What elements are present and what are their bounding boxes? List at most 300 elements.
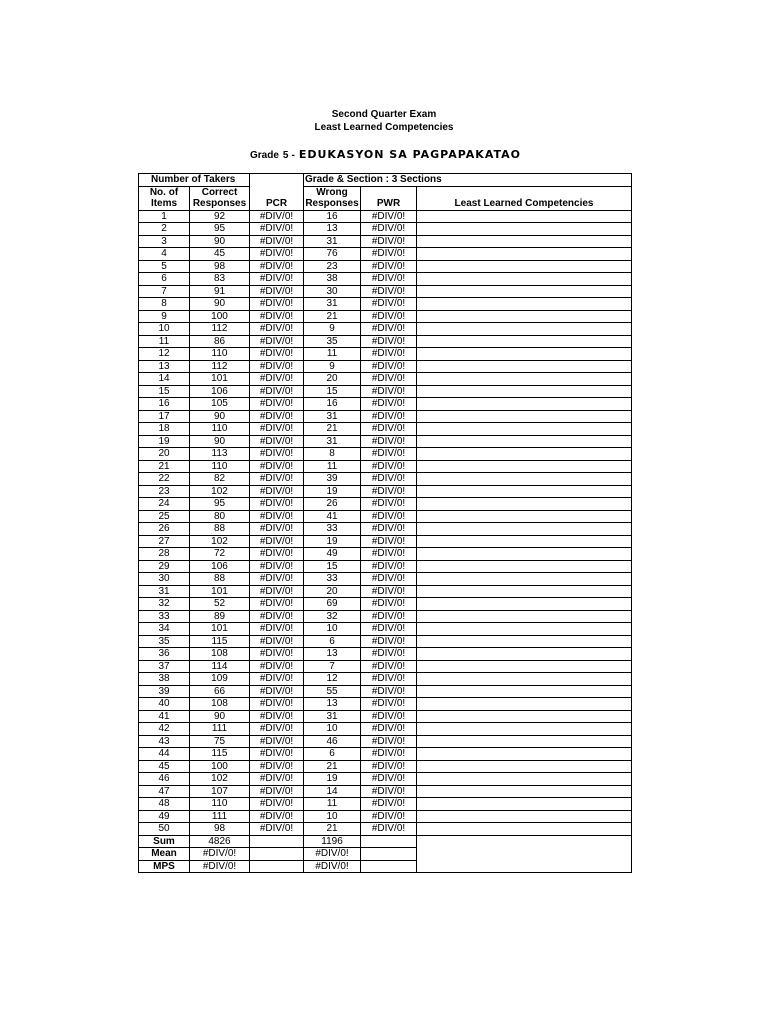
competency-cell: [417, 523, 632, 536]
table-row: [139, 473, 632, 486]
competency-table: [138, 173, 632, 873]
summary-label-cell: Mean: [139, 848, 190, 861]
wrong-responses-cell: 69: [304, 598, 361, 611]
wrong-responses-cell: 21: [304, 310, 361, 323]
pcr-cell: #DIV/0!: [250, 248, 304, 261]
col-correct-header-line1: Correct: [190, 186, 250, 198]
wrong-responses-cell: 12: [304, 673, 361, 686]
pwr-cell: #DIV/0!: [361, 223, 417, 236]
pcr-cell: #DIV/0!: [250, 460, 304, 473]
competency-cell: [417, 810, 632, 823]
table-row: [139, 460, 632, 473]
summary-pwr-cell: [361, 860, 417, 873]
pwr-cell: #DIV/0!: [361, 735, 417, 748]
correct-responses-cell: 102: [190, 535, 250, 548]
pwr-cell: #DIV/0!: [361, 748, 417, 761]
correct-responses-cell: 106: [190, 560, 250, 573]
table-row: [139, 498, 632, 511]
item-cell: 25: [139, 510, 190, 523]
competency-cell: [417, 248, 632, 261]
pcr-cell: #DIV/0!: [250, 560, 304, 573]
competency-cell: [417, 498, 632, 511]
pcr-cell: #DIV/0!: [250, 735, 304, 748]
correct-responses-cell: 89: [190, 610, 250, 623]
competency-cell: [417, 223, 632, 236]
table-row: [139, 660, 632, 673]
pcr-cell: #DIV/0!: [250, 410, 304, 423]
pwr-cell: #DIV/0!: [361, 548, 417, 561]
wrong-responses-cell: 46: [304, 735, 361, 748]
item-cell: 16: [139, 398, 190, 411]
competency-cell: [417, 673, 632, 686]
pcr-cell: #DIV/0!: [250, 423, 304, 436]
wrong-responses-cell: 21: [304, 760, 361, 773]
item-cell: 12: [139, 348, 190, 361]
item-cell: 40: [139, 698, 190, 711]
wrong-responses-cell: 20: [304, 585, 361, 598]
pwr-cell: #DIV/0!: [361, 573, 417, 586]
competency-cell: [417, 660, 632, 673]
col-correct-header-line2: Responses: [190, 198, 250, 210]
correct-responses-cell: 106: [190, 385, 250, 398]
col-wrong-header-line1: Wrong: [304, 186, 361, 198]
competency-cell: [417, 398, 632, 411]
pcr-cell: #DIV/0!: [250, 385, 304, 398]
competency-cell: [417, 260, 632, 273]
pwr-cell: #DIV/0!: [361, 360, 417, 373]
item-cell: 23: [139, 485, 190, 498]
competency-cell: [417, 623, 632, 636]
wrong-responses-cell: 13: [304, 223, 361, 236]
summary-row: [139, 835, 632, 848]
pcr-cell: #DIV/0!: [250, 585, 304, 598]
item-cell: 7: [139, 285, 190, 298]
pcr-cell: #DIV/0!: [250, 485, 304, 498]
competency-cell: [417, 785, 632, 798]
summary-pcr-cell: [250, 835, 304, 848]
wrong-responses-cell: 32: [304, 610, 361, 623]
competency-cell: [417, 510, 632, 523]
table-row: [139, 298, 632, 311]
competency-cell: [417, 648, 632, 661]
pwr-cell: #DIV/0!: [361, 623, 417, 636]
pcr-cell: #DIV/0!: [250, 373, 304, 386]
table-row: [139, 573, 632, 586]
correct-responses-cell: 52: [190, 598, 250, 611]
pcr-cell: #DIV/0!: [250, 685, 304, 698]
item-cell: 41: [139, 710, 190, 723]
pcr-cell: #DIV/0!: [250, 223, 304, 236]
item-cell: 48: [139, 798, 190, 811]
wrong-responses-cell: 9: [304, 360, 361, 373]
competency-cell: [417, 423, 632, 436]
pwr-cell: #DIV/0!: [361, 635, 417, 648]
wrong-responses-cell: 41: [304, 510, 361, 523]
competency-cell: [417, 373, 632, 386]
table-row: [139, 823, 632, 836]
competency-cell: [417, 235, 632, 248]
correct-responses-cell: 110: [190, 423, 250, 436]
item-cell: 21: [139, 460, 190, 473]
correct-responses-cell: 112: [190, 323, 250, 336]
item-cell: 45: [139, 760, 190, 773]
wrong-responses-cell: 16: [304, 398, 361, 411]
pcr-cell: #DIV/0!: [250, 548, 304, 561]
correct-responses-cell: 45: [190, 248, 250, 261]
grade-dash: -: [291, 150, 295, 161]
correct-responses-cell: 115: [190, 635, 250, 648]
competency-cell: [417, 473, 632, 486]
correct-responses-cell: 95: [190, 223, 250, 236]
pwr-cell: #DIV/0!: [361, 648, 417, 661]
pwr-cell: #DIV/0!: [361, 273, 417, 286]
item-cell: 10: [139, 323, 190, 336]
table-row: [139, 810, 632, 823]
item-cell: 46: [139, 773, 190, 786]
competency-cell: [417, 348, 632, 361]
correct-responses-cell: 90: [190, 410, 250, 423]
wrong-responses-cell: 16: [304, 210, 361, 223]
item-cell: 43: [139, 735, 190, 748]
table-row: [139, 735, 632, 748]
correct-responses-cell: 110: [190, 348, 250, 361]
pwr-cell: #DIV/0!: [361, 435, 417, 448]
pwr-cell: #DIV/0!: [361, 698, 417, 711]
table-row: [139, 698, 632, 711]
item-cell: 20: [139, 448, 190, 461]
wrong-responses-cell: 11: [304, 798, 361, 811]
competency-cell: [417, 548, 632, 561]
pcr-cell: #DIV/0!: [250, 285, 304, 298]
item-cell: 30: [139, 573, 190, 586]
pcr-cell: #DIV/0!: [250, 573, 304, 586]
pwr-cell: #DIV/0!: [361, 810, 417, 823]
pcr-cell: #DIV/0!: [250, 273, 304, 286]
pwr-cell: #DIV/0!: [361, 398, 417, 411]
item-cell: 34: [139, 623, 190, 636]
competency-cell: [417, 598, 632, 611]
summary-label-cell: Sum: [139, 835, 190, 848]
summary-correct-cell: #DIV/0!: [190, 848, 250, 861]
correct-responses-cell: 101: [190, 585, 250, 598]
item-cell: 27: [139, 535, 190, 548]
pcr-cell: #DIV/0!: [250, 473, 304, 486]
pwr-cell: #DIV/0!: [361, 423, 417, 436]
item-cell: 49: [139, 810, 190, 823]
correct-responses-cell: 111: [190, 810, 250, 823]
document-subtitle: Least Learned Competencies: [314, 122, 454, 133]
item-cell: 42: [139, 723, 190, 736]
table-row: [139, 335, 632, 348]
wrong-responses-cell: 20: [304, 373, 361, 386]
pwr-cell: #DIV/0!: [361, 823, 417, 836]
summary-pwr-cell: [361, 835, 417, 848]
competency-cell: [417, 210, 632, 223]
competency-cell: [417, 460, 632, 473]
competency-cell: [417, 410, 632, 423]
wrong-responses-cell: 31: [304, 435, 361, 448]
wrong-responses-cell: 33: [304, 523, 361, 536]
pwr-cell: #DIV/0!: [361, 285, 417, 298]
wrong-responses-cell: 13: [304, 698, 361, 711]
pcr-cell: #DIV/0!: [250, 235, 304, 248]
pcr-cell: #DIV/0!: [250, 823, 304, 836]
table-row: [139, 285, 632, 298]
summary-blank-area: [417, 835, 632, 873]
wrong-responses-cell: 19: [304, 485, 361, 498]
wrong-responses-cell: 19: [304, 535, 361, 548]
correct-responses-cell: 98: [190, 823, 250, 836]
item-cell: 32: [139, 598, 190, 611]
correct-responses-cell: 114: [190, 660, 250, 673]
competency-cell: [417, 798, 632, 811]
competency-cell: [417, 323, 632, 336]
competency-cell: [417, 698, 632, 711]
item-cell: 24: [139, 498, 190, 511]
grade-subject-line: [250, 146, 521, 164]
table-row: [139, 548, 632, 561]
pcr-cell: #DIV/0!: [250, 623, 304, 636]
pcr-cell: #DIV/0!: [250, 785, 304, 798]
competency-cell: [417, 723, 632, 736]
wrong-responses-cell: 6: [304, 635, 361, 648]
correct-responses-cell: 100: [190, 310, 250, 323]
number-of-takers-label: Number of Takers: [139, 174, 250, 187]
summary-label-cell: MPS: [139, 860, 190, 873]
correct-responses-cell: 72: [190, 548, 250, 561]
competency-cell: [417, 760, 632, 773]
competency-cell: [417, 735, 632, 748]
wrong-responses-cell: 10: [304, 810, 361, 823]
col-competencies-header: Least Learned Competencies: [417, 198, 632, 210]
competency-cell: [417, 635, 632, 648]
subject-name: EDUKASYON SA PAGPAPAKATAO: [298, 148, 521, 161]
wrong-responses-cell: 11: [304, 460, 361, 473]
wrong-responses-cell: 21: [304, 823, 361, 836]
wrong-responses-cell: 7: [304, 660, 361, 673]
pcr-cell: #DIV/0!: [250, 260, 304, 273]
item-cell: 39: [139, 685, 190, 698]
correct-responses-cell: 91: [190, 285, 250, 298]
correct-responses-cell: 107: [190, 785, 250, 798]
header-row-top: [139, 174, 632, 187]
item-cell: 11: [139, 335, 190, 348]
summary-pcr-cell: [250, 860, 304, 873]
item-cell: 37: [139, 660, 190, 673]
table-row: [139, 748, 632, 761]
correct-responses-cell: 66: [190, 685, 250, 698]
table-row: [139, 323, 632, 336]
pcr-cell: #DIV/0!: [250, 648, 304, 661]
table-row: [139, 610, 632, 623]
wrong-responses-cell: 31: [304, 710, 361, 723]
pcr-cell: #DIV/0!: [250, 598, 304, 611]
wrong-responses-cell: 23: [304, 260, 361, 273]
table-row: [139, 760, 632, 773]
pwr-cell: #DIV/0!: [361, 673, 417, 686]
table-row: [139, 373, 632, 386]
pwr-cell: #DIV/0!: [361, 710, 417, 723]
table-row: [139, 623, 632, 636]
wrong-responses-cell: 9: [304, 323, 361, 336]
pcr-cell: #DIV/0!: [250, 523, 304, 536]
table-row: [139, 635, 632, 648]
competency-cell: [417, 310, 632, 323]
table-row: [139, 398, 632, 411]
correct-responses-cell: 90: [190, 235, 250, 248]
table-row: [139, 585, 632, 598]
competency-cell: [417, 335, 632, 348]
wrong-responses-cell: 15: [304, 385, 361, 398]
correct-responses-cell: 75: [190, 735, 250, 748]
pwr-cell: #DIV/0!: [361, 473, 417, 486]
pwr-cell: #DIV/0!: [361, 410, 417, 423]
wrong-responses-cell: 8: [304, 448, 361, 461]
table-row: [139, 535, 632, 548]
pcr-cell: #DIV/0!: [250, 535, 304, 548]
pcr-cell: #DIV/0!: [250, 448, 304, 461]
table-row: [139, 560, 632, 573]
pwr-cell: #DIV/0!: [361, 310, 417, 323]
col-pcr-header: PCR: [250, 198, 304, 210]
table-row: [139, 510, 632, 523]
table-row: [139, 448, 632, 461]
item-cell: 28: [139, 548, 190, 561]
table-row: [139, 723, 632, 736]
pcr-cell: #DIV/0!: [250, 635, 304, 648]
pwr-cell: #DIV/0!: [361, 348, 417, 361]
table-row: [139, 673, 632, 686]
pwr-cell: #DIV/0!: [361, 460, 417, 473]
pwr-cell: #DIV/0!: [361, 560, 417, 573]
wrong-responses-cell: 35: [304, 335, 361, 348]
wrong-responses-cell: 15: [304, 560, 361, 573]
competency-cell: [417, 610, 632, 623]
item-cell: 38: [139, 673, 190, 686]
competency-cell: [417, 535, 632, 548]
wrong-responses-cell: 11: [304, 348, 361, 361]
competency-cell: [417, 585, 632, 598]
item-cell: 13: [139, 360, 190, 373]
item-cell: 50: [139, 823, 190, 836]
item-cell: 3: [139, 235, 190, 248]
col-competencies-header-blank: [417, 186, 632, 198]
table-row: [139, 210, 632, 223]
correct-responses-cell: 105: [190, 398, 250, 411]
item-cell: 26: [139, 523, 190, 536]
correct-responses-cell: 113: [190, 448, 250, 461]
table-row: [139, 773, 632, 786]
pwr-cell: #DIV/0!: [361, 323, 417, 336]
competency-cell: [417, 285, 632, 298]
competency-cell: [417, 448, 632, 461]
correct-responses-cell: 88: [190, 573, 250, 586]
pwr-cell: #DIV/0!: [361, 373, 417, 386]
correct-responses-cell: 92: [190, 210, 250, 223]
item-cell: 6: [139, 273, 190, 286]
item-cell: 1: [139, 210, 190, 223]
correct-responses-cell: 90: [190, 298, 250, 311]
table-row: [139, 410, 632, 423]
header-row-mid: [139, 186, 632, 198]
header-row-bottom: [139, 198, 632, 210]
item-cell: 35: [139, 635, 190, 648]
wrong-responses-cell: 19: [304, 773, 361, 786]
summary-correct-cell: #DIV/0!: [190, 860, 250, 873]
correct-responses-cell: 109: [190, 673, 250, 686]
pwr-cell: #DIV/0!: [361, 685, 417, 698]
correct-responses-cell: 86: [190, 335, 250, 348]
table-row: [139, 248, 632, 261]
competency-cell: [417, 560, 632, 573]
pwr-cell: #DIV/0!: [361, 785, 417, 798]
competency-cell: [417, 710, 632, 723]
correct-responses-cell: 110: [190, 798, 250, 811]
pcr-cell: #DIV/0!: [250, 760, 304, 773]
competency-cell: [417, 823, 632, 836]
wrong-responses-cell: 14: [304, 785, 361, 798]
item-cell: 9: [139, 310, 190, 323]
table-row: [139, 360, 632, 373]
pcr-cell: #DIV/0!: [250, 610, 304, 623]
competency-cell: [417, 273, 632, 286]
pcr-cell: #DIV/0!: [250, 298, 304, 311]
pcr-cell: #DIV/0!: [250, 335, 304, 348]
col-pwr-header-blank: [361, 186, 417, 198]
pwr-cell: #DIV/0!: [361, 298, 417, 311]
item-cell: 2: [139, 223, 190, 236]
pwr-cell: #DIV/0!: [361, 598, 417, 611]
pwr-cell: #DIV/0!: [361, 760, 417, 773]
pwr-cell: #DIV/0!: [361, 498, 417, 511]
table-row: [139, 385, 632, 398]
table-row: [139, 260, 632, 273]
correct-responses-cell: 101: [190, 373, 250, 386]
correct-responses-cell: 95: [190, 498, 250, 511]
table-row: [139, 523, 632, 536]
item-cell: 8: [139, 298, 190, 311]
table-row: [139, 685, 632, 698]
wrong-responses-cell: 33: [304, 573, 361, 586]
pcr-cell: #DIV/0!: [250, 710, 304, 723]
correct-responses-cell: 110: [190, 460, 250, 473]
correct-responses-cell: 90: [190, 710, 250, 723]
pwr-cell: #DIV/0!: [361, 260, 417, 273]
correct-responses-cell: 108: [190, 648, 250, 661]
correct-responses-cell: 108: [190, 698, 250, 711]
table-row: [139, 435, 632, 448]
wrong-responses-cell: 55: [304, 685, 361, 698]
col-wrong-header-line2: Responses: [305, 198, 359, 209]
item-cell: 33: [139, 610, 190, 623]
pcr-cell: #DIV/0!: [250, 510, 304, 523]
table-row: [139, 348, 632, 361]
item-cell: 15: [139, 385, 190, 398]
summary-wrong-cell: #DIV/0!: [304, 848, 361, 861]
pcr-cell: #DIV/0!: [250, 723, 304, 736]
pcr-cell: #DIV/0!: [250, 798, 304, 811]
wrong-responses-cell: 6: [304, 748, 361, 761]
table-row: [139, 485, 632, 498]
table-row: [139, 598, 632, 611]
pcr-cell: #DIV/0!: [250, 210, 304, 223]
competency-cell: [417, 360, 632, 373]
correct-responses-cell: 102: [190, 485, 250, 498]
col-items-header-line2: Items: [139, 198, 190, 210]
item-cell: 5: [139, 260, 190, 273]
table-row: [139, 648, 632, 661]
wrong-responses-cell: 26: [304, 498, 361, 511]
